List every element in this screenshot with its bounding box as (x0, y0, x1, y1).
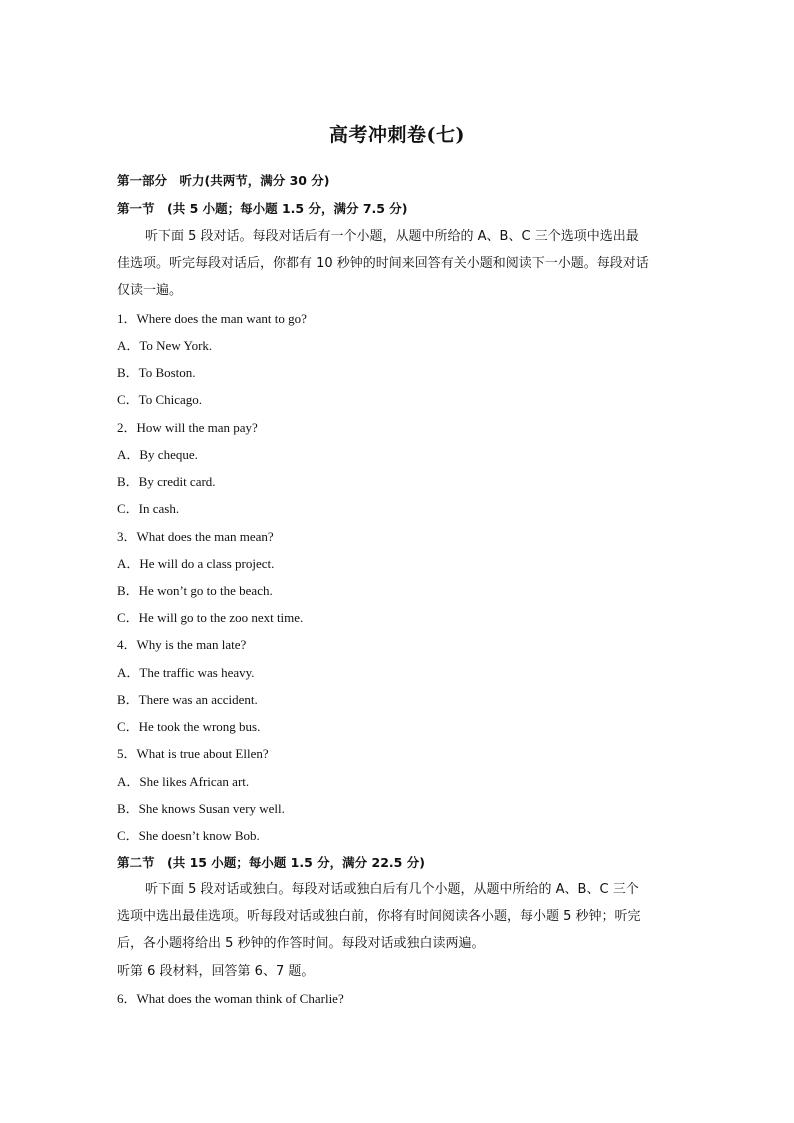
material-note: 听第 6 段材料，回答第 6、7 题。 (117, 964, 315, 979)
question-2: 2．How will the man pay? (117, 420, 258, 435)
question-6: 6．What does the woman think of Charlie? (117, 991, 344, 1006)
section2-instruction-line: 后，各小题将给出 5 秒钟的作答时间。每段对话或独白读两遍。 (117, 936, 485, 951)
question-3: 3．What does the man mean? (117, 529, 274, 544)
option-a: A．By cheque. (117, 447, 198, 462)
question-5: 5．What is true about Ellen? (117, 746, 269, 761)
section1-heading: 第一节 (共 5 小题；每小题 1.5 分，满分 7.5 分) (117, 201, 408, 216)
question-1: 1．Where does the man want to go? (117, 311, 307, 326)
page-title: 高考冲刺卷(七) (329, 124, 465, 146)
option-b: B．She knows Susan very well. (117, 801, 285, 816)
option-b: B．To Boston. (117, 365, 196, 380)
section1-instruction-line: 仅读一遍。 (117, 283, 183, 298)
section2-instruction-line: 选项中选出最佳选项。听每段对话或独白前，你将有时间阅读各小题，每小题 5 秒钟；听完 (117, 909, 641, 924)
option-a: A．To New York. (117, 338, 213, 353)
part1-heading: 第一部分 听力(共两节，满分 30 分) (117, 173, 330, 188)
option-a: A．She likes African art. (117, 774, 250, 789)
section1-instruction-line: 佳选项。听完每段对话后，你都有 10 秒钟的时间来回答有关小题和阅读下一小题。每段对话 (117, 256, 649, 271)
option-a: A．He will do a class project. (117, 556, 275, 571)
option-c: C．She doesn’t know Bob. (117, 828, 260, 843)
question-4: 4．Why is the man late? (117, 637, 247, 652)
option-c: C．In cash. (117, 501, 180, 516)
option-b: B．There was an accident. (117, 692, 258, 707)
option-c: C．He took the wrong bus. (117, 719, 261, 734)
option-b: B．He won’t go to the beach. (117, 583, 273, 598)
section1-instruction-line: 听下面 5 段对话。每段对话后有一个小题，从题中所给的 A、B、C 三个选项中选出最 (145, 229, 639, 244)
option-c: C．To Chicago. (117, 392, 203, 407)
option-b: B．By credit card. (117, 474, 216, 489)
option-c: C．He will go to the zoo next time. (117, 610, 304, 625)
section2-heading: 第二节 (共 15 小题；每小题 1.5 分，满分 22.5 分) (117, 855, 425, 870)
section2-instruction-line: 听下面 5 段对话或独白。每段对话或独白后有几个小题，从题中所给的 A、B、C 三个 (145, 882, 639, 897)
option-a: A．The traffic was heavy. (117, 665, 255, 680)
